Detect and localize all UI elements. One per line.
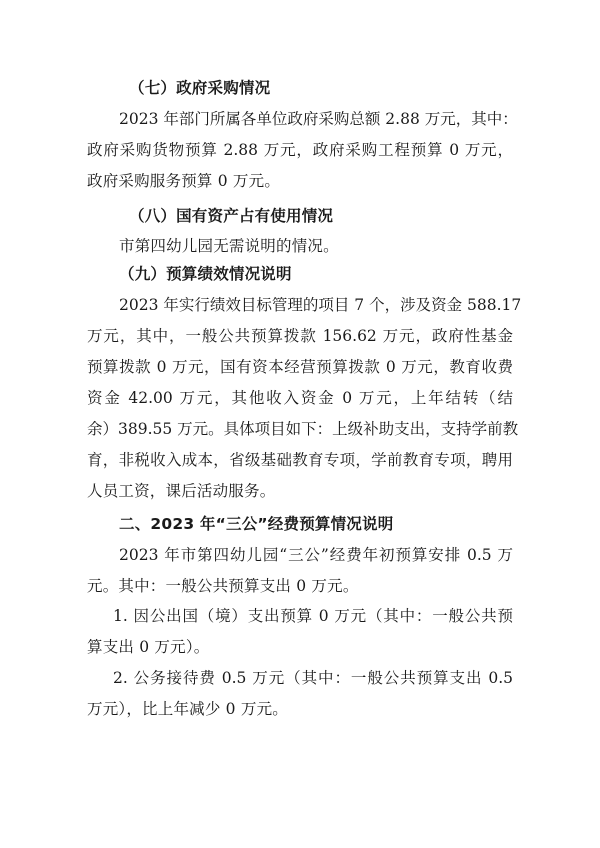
paragraph-line: 余）389.55 万元。具体项目如下：上级补助支出，支持学前教 — [87, 420, 519, 438]
section-three-public-expenses — [87, 510, 513, 600]
paragraph-line: 育，非税收入成本，省级基础教育专项，学前教育专项，聘用 — [87, 451, 513, 469]
paragraph-line: 元。其中：一般公共预算支出 0 万元。 — [87, 577, 359, 595]
item-overseas-travel — [87, 602, 513, 661]
paragraph-line: 2023 年实行绩效目标管理的项目 7 个，涉及资金 588.17 — [119, 296, 522, 314]
paragraph-line: 政府采购货物预算 2.88 万元，政府采购工程预算 0 万元， — [87, 141, 513, 159]
paragraph-line: 2. 公务接待费 0.5 万元（其中：一般公共预算支出 0.5 — [113, 669, 513, 687]
paragraph-line: 2023 年部门所属各单位政府采购总额 2.88 万元，其中： — [119, 110, 518, 128]
paragraph-line: 预算拨款 0 万元，国有资本经营预算拨款 0 万元，教育收费 — [87, 358, 513, 376]
section-heading: （八）国有资产占有使用情况 — [129, 207, 334, 225]
section-performance — [87, 260, 522, 505]
item-reception-expense — [87, 664, 513, 723]
paragraph-line: 2023 年市第四幼儿园“三公”经费年初预算安排 0.5 万 — [119, 546, 513, 564]
paragraph-line: 算支出 0 万元）。 — [87, 638, 210, 656]
section-heading: （七）政府采购情况 — [129, 79, 271, 97]
paragraph-line: 万元），比上年减少 0 万元。 — [87, 700, 288, 718]
paragraph-line: 市第四幼儿园无需说明的情况。 — [119, 237, 339, 255]
section-heading: 二、2023 年“三公”经费预算情况说明 — [119, 515, 394, 533]
section-state-assets — [87, 202, 513, 260]
paragraph-line: 人员工资，课后活动服务。 — [87, 482, 276, 500]
section-government-procurement — [87, 74, 518, 195]
paragraph-line: 万元，其中，一般公共预算拨款 156.62 万元，政府性基金 — [87, 327, 513, 345]
section-heading: （九）预算绩效情况说明 — [119, 265, 292, 283]
paragraph-line: 资金 42.00 万元，其他收入资金 0 万元，上年结转（结 — [87, 389, 513, 407]
paragraph-line: 1. 因公出国（境）支出预算 0 万元（其中：一般公共预 — [113, 607, 513, 625]
paragraph-line: 政府采购服务预算 0 万元。 — [87, 172, 281, 190]
